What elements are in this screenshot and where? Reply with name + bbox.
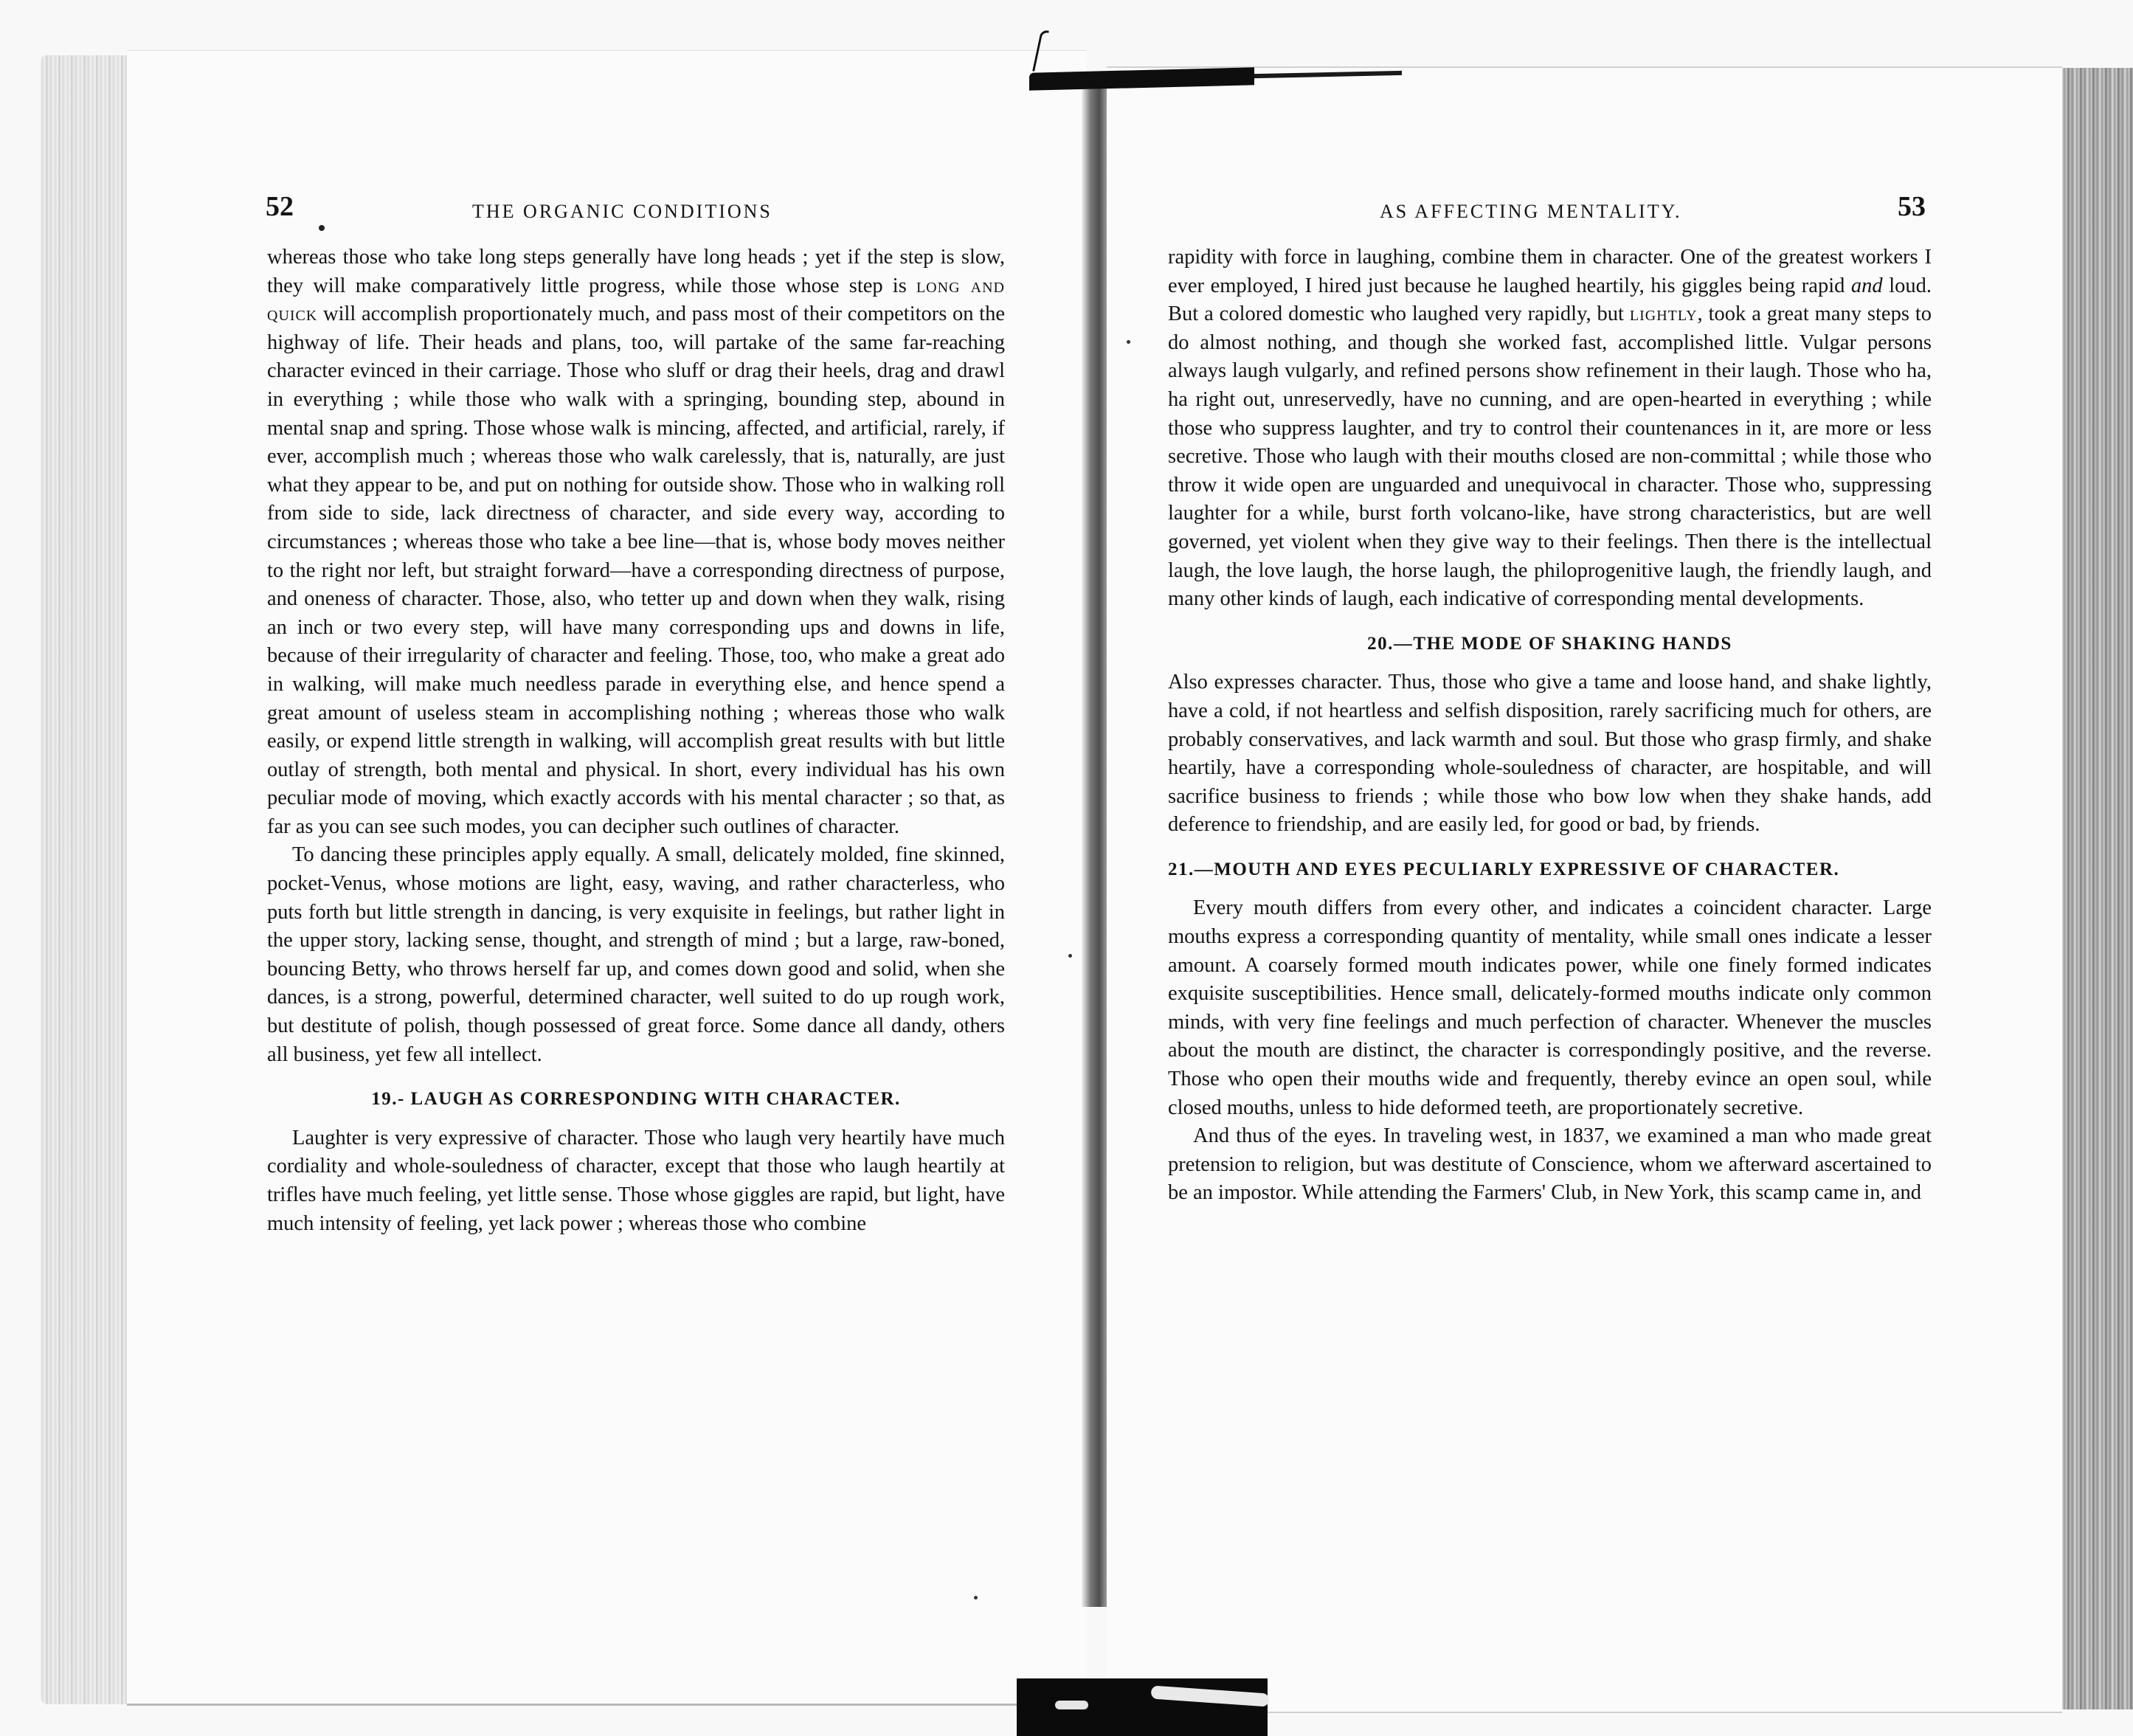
right-page-number: 53 bbox=[1898, 191, 1926, 222]
right-running-head: AS AFFECTING MENTALITY. bbox=[1380, 201, 1682, 222]
text-run: lightly bbox=[1629, 302, 1698, 326]
text-run: To dancing these principles apply equally. A small, delicately molded, fine skinned, pocket-Venus, whose motions are light, easy, waving, and rather characterless, who puts forth but little strength in dancing, is very exquisite in feelings, but rather light in the upper story, lacking sense, thought, and strength of mind ; but a large, raw-boned, bouncing Betty, who throws herself far up, and comes down good and solid, when she dances, is a strong, powerful, determined character, well suited to do up rough work, but destitute of polish, though possessed of great force. Some dance all dandy, others all business, yet few all intellect. bbox=[267, 843, 1005, 1066]
text-run: , took a great many steps to do almost nothing, and though she worked fast, accomplished little. Vulgar persons always laugh vulgarly, and refined persons show refinement in their laugh. Those who ha, ha right out, unreservedly, have no cunning, and are open-hearted in everything ; while those who suppress laughter, and try to control their countenances in it, are more or less secretive. Those who laugh with their mouths closed are non-committal ; while those who throw it wide open are unguarded and unequivocal in character. Those who, suppressing laughter for a while, burst forth volcano-like, have strong characteristics, but are well governed, yet violent when they give way to their feelings. Then there is the intellectual laugh, the love laugh, the horse laugh, the philoprogenitive laugh, the friendly laugh, and many other kinds of laugh, each indicative of corresponding mental developments. bbox=[1168, 302, 1932, 611]
text-run: loud. But a colored domestic who laughed very rapidly, but bbox=[1168, 274, 1932, 326]
bottom-headband bbox=[1017, 1678, 1268, 1736]
right-page-body bbox=[1168, 243, 1932, 1208]
left-page-body bbox=[267, 243, 1005, 1238]
section-heading-19: 19.- LAUGH AS CORRESPONDING WITH CHARACTER. bbox=[371, 1089, 901, 1110]
paragraph-dancing bbox=[267, 841, 1005, 1069]
book-gutter bbox=[1082, 87, 1107, 1607]
paragraph-laughter-continued bbox=[1168, 243, 1932, 614]
right-page-edges bbox=[2062, 68, 2133, 1709]
left-page-number: 52 bbox=[266, 191, 294, 222]
stray-dot-mark bbox=[319, 225, 325, 231]
text-run: whereas those who take long steps generally have long heads ; yet if the step is slow, they will make comparatively little progress, while those whose step is bbox=[267, 246, 1005, 297]
text-run: long and quick bbox=[267, 274, 1005, 326]
section-heading-20: 20.—THE MODE OF SHAKING HANDS bbox=[1367, 633, 1732, 654]
print-speck bbox=[1127, 340, 1130, 344]
text-run: and bbox=[1850, 274, 1883, 297]
left-page-edges bbox=[41, 55, 129, 1704]
text-run: rapidity with force in laughing, combine them in character. One of the greatest workers I ever employed, I hired just because he laughed heartily, his giggles being rapid bbox=[1168, 246, 1932, 297]
print-speck bbox=[974, 1596, 978, 1600]
bottom-headband-highlight-small bbox=[1055, 1701, 1088, 1709]
paragraph-mouth: Every mouth differs from every other, and indicates a coincident character. Large mouths express a corresponding quantity of mentality, while small ones indicate a lesser amount. A coarsely formed mouth indicates power, while one finely formed indicates exquisite susceptibilities. Hence small, delicately-formed mouths indicate only common minds, with very fine feelings and much perfection of character. Whenever the muscles about the mouth are distinct, the character is correspondingly positive, and the reverse. Those who open their mouths wide and frequently, thereby evince an open soul, while closed mouths, unless to hide deformed teeth, are proportionately secretive. bbox=[1168, 896, 1932, 1119]
paragraph-shaking-hands: Also expresses character. Thus, those who give a tame and loose hand, and shake lightly, have a cold, if not heartless and selfish disposition, rarely sacrificing much for others, are probably conservatives, and lack warmth and soul. But those who grasp firmly, and shake heartily, have a corresponding whole-souledness of character, are hospitable, and will sacrifice business to friends ; while those who bow low when they shake hands, add deference to friendship, and are easily led, for good or bad, by friends. bbox=[1168, 671, 1932, 837]
paragraph-laughter: Laughter is very expressive of character. Those who laugh very heartily have much cordiality and whole-souledness of character, except that those who laugh heartily at trifles have much feeling, yet little sense. Those whose giggles are rapid, but light, have much intensity of feeling, yet lack power ; whereas those who combine bbox=[267, 1126, 1005, 1235]
print-speck bbox=[1068, 954, 1072, 958]
paragraph-eyes: And thus of the eyes. In traveling west, in 1837, we examined a man who made great pretension to religion, but was destitute of Conscience, whom we afterward ascertained to be an impostor. While attending the Farmers' Club, in New York, this scamp came in, and bbox=[1168, 1124, 1932, 1205]
text-run: will accomplish proportionately much, and pass most of their competitors on the highway of life. Their heads and plans, too, will partake of the same far-reaching character evinced in their carriage. Those who sluff or drag their heels, drag and drawl in everything ; while those who walk with a springing, bounding step, abound in mental snap and spring. Those whose walk is mincing, affected, and artificial, rarely, if ever, accomplish much ; whereas those who walk carelessly, that is, naturally, are just what they appear to be, and put on nothing for outside show. Those who in walking roll from side to side, lack directness of character, and side every way, according to circumstances ; whereas those who take a bee line—that is, whose body moves neither to the right nor left, but straight forward—have a corresponding directness of purpose, and oneness of character. Those, also, who tetter up and down when they walk, rising an inch or two every step, will have many corresponding ups and downs in life, because of their irregularity of character and feeling. Those, too, who make a great ado in walking, will make much needless parade in everything else, and hence spend a great amount of useless steam in accomplishing nothing ; whereas those who walk easily, or expend little strength in walking, will accomplish great results with but little outlay of strength, both mental and physical. In short, every individual has his own peculiar mode of moving, which exactly accords with his mental character ; so that, as far as you can see such modes, you can decipher such outlines of character. bbox=[267, 302, 1005, 838]
paragraph-walking bbox=[267, 243, 1005, 841]
left-running-head: THE ORGANIC CONDITIONS bbox=[472, 201, 772, 222]
section-heading-21: 21.—MOUTH AND EYES PECULIARLY EXPRESSIVE OF CHARACTER. bbox=[1168, 859, 1840, 879]
